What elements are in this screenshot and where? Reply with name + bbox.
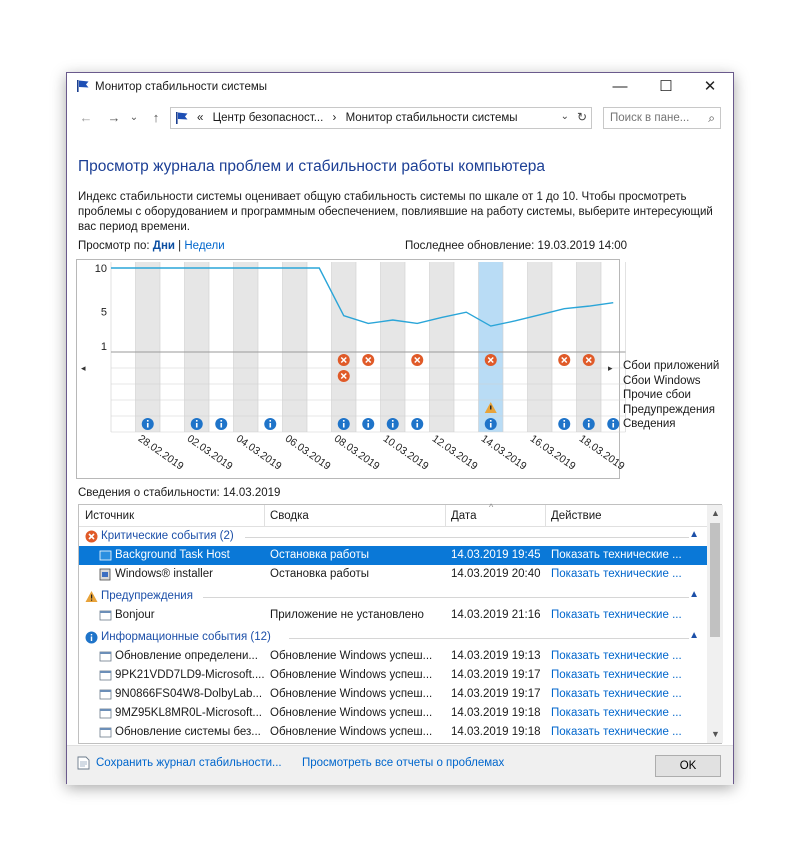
day-column[interactable] — [577, 262, 602, 432]
x-tick-label: 04.03.2019 — [233, 432, 284, 473]
info-icon-dot — [343, 420, 345, 422]
info-icon-dot — [367, 420, 369, 422]
row-source: Background Task Host — [115, 549, 230, 561]
row-summary: Приложение не установлено — [270, 609, 424, 621]
sort-arrow-icon: ^ — [489, 502, 494, 512]
column-summary[interactable]: Сводка — [270, 510, 309, 522]
info-icon-mark — [220, 423, 222, 428]
day-column[interactable] — [332, 262, 357, 432]
x-tick-label: 10.03.2019 — [380, 432, 431, 473]
flag-icon — [76, 79, 90, 93]
info-icon-mark — [367, 423, 369, 428]
row-date: 14.03.2019 19:18 — [451, 707, 541, 719]
search-input[interactable] — [610, 109, 702, 127]
group-label: Информационные события (12) — [101, 631, 271, 643]
save-report-icon — [77, 756, 90, 770]
maximize-button[interactable]: ☐ — [659, 78, 673, 95]
group-divider — [245, 537, 689, 538]
forward-icon[interactable]: → — [107, 110, 121, 125]
table-header — [79, 502, 707, 527]
row-source: Обновление определени... — [115, 650, 258, 662]
row-action-link[interactable]: Показать технические ... — [551, 609, 682, 621]
row-source: 9PK21VDD7LD9-Microsoft.... — [115, 669, 265, 681]
table-scrollbar[interactable] — [707, 505, 723, 743]
save-history-link[interactable]: Сохранить журнал стабильности... — [96, 757, 282, 769]
title-bar — [67, 73, 733, 101]
table-row[interactable] — [79, 666, 707, 685]
page-description: Индекс стабильности системы оценивает общую стабильность системы по шкале от 1 до 10. Чтобы просмотреть проблемы с оборудованием и программным обеспечением, повлиявшие на работу системы, выберите интересующий вас период времени. — [78, 191, 713, 233]
info-icon-dot — [563, 420, 565, 422]
row-source: 9MZ95KL8MR0L-Microsoft... — [115, 707, 262, 719]
chart-scroll-left-icon[interactable]: ◂ — [81, 363, 86, 373]
table-row[interactable] — [79, 606, 707, 625]
row-action-link[interactable]: Показать технические ... — [551, 549, 682, 561]
column-separator[interactable] — [545, 505, 546, 527]
x-tick-label: 16.03.2019 — [527, 432, 578, 473]
row-date: 14.03.2019 20:40 — [451, 568, 541, 580]
row-date: 14.03.2019 19:13 — [451, 650, 541, 662]
view-by — [78, 240, 225, 252]
x-tick-label: 14.03.2019 — [478, 432, 529, 473]
info-icon-dot — [490, 420, 492, 422]
address-box[interactable] — [170, 107, 592, 129]
breadcrumb-separator: › — [332, 112, 337, 124]
breadcrumb-overflow[interactable]: « — [197, 112, 204, 124]
row-date: 14.03.2019 19:45 — [451, 549, 541, 561]
legend-other-failures: Прочие сбои — [623, 389, 691, 401]
warning-icon — [85, 590, 98, 603]
view-by-weeks-link[interactable]: Недели — [184, 240, 225, 252]
bottom-bar — [67, 745, 733, 785]
info-icon-mark — [147, 423, 149, 428]
up-icon[interactable]: ↑ — [152, 110, 160, 125]
x-tick-label: 02.03.2019 — [184, 432, 235, 473]
reliability-chart[interactable] — [76, 259, 627, 479]
scroll-up-icon[interactable]: ▲ — [711, 508, 720, 518]
table-row[interactable] — [79, 565, 707, 584]
row-date: 14.03.2019 19:17 — [451, 669, 541, 681]
info-icon-dot — [220, 420, 222, 422]
column-separator[interactable] — [445, 505, 446, 527]
legend-info: Сведения — [623, 418, 676, 430]
refresh-icon[interactable]: ↻ — [576, 110, 587, 124]
group-divider — [203, 597, 689, 598]
reliability-chart-svg[interactable] — [77, 260, 627, 478]
day-column[interactable] — [381, 262, 406, 432]
info-icon-mark — [612, 423, 614, 428]
table-row[interactable] — [79, 546, 707, 565]
breadcrumb — [197, 112, 524, 124]
history-chevron-icon[interactable]: ⌄ — [129, 112, 139, 123]
search-box — [603, 107, 721, 129]
view-by-separator: | — [178, 240, 182, 252]
y-tick-label: 1 — [100, 341, 107, 353]
day-column[interactable] — [185, 262, 210, 432]
view-all-reports-link[interactable]: Просмотреть все отчеты о проблемах — [302, 757, 505, 769]
row-date: 14.03.2019 19:17 — [451, 688, 541, 700]
row-source: 9N0866FS04W8-DolbyLab... — [115, 688, 263, 700]
collapse-chevron-icon[interactable]: ▲ — [689, 630, 699, 641]
row-date: 14.03.2019 21:16 — [451, 609, 541, 621]
day-column[interactable] — [234, 262, 259, 432]
minimize-button[interactable]: — — [612, 78, 628, 95]
info-icon-dot — [269, 420, 271, 422]
info-icon-mark — [196, 423, 198, 428]
scroll-down-icon[interactable]: ▼ — [711, 729, 720, 739]
stability-details-label: Сведения о стабильности: 14.03.2019 — [78, 487, 281, 499]
info-icon-dot — [196, 420, 198, 422]
x-tick-label: 18.03.2019 — [576, 432, 627, 473]
error-icon — [85, 530, 98, 543]
info-icon-dot — [147, 420, 149, 422]
info-icon-mark — [269, 423, 271, 428]
info-icon-mark — [343, 423, 345, 428]
app-icon — [99, 688, 112, 701]
group-divider — [289, 638, 689, 639]
row-action-link[interactable]: Показать технические ... — [551, 650, 682, 662]
y-tick-label: 10 — [94, 263, 107, 275]
back-icon[interactable]: ← — [79, 110, 93, 125]
row-summary: Обновление Windows успеш... — [270, 650, 433, 662]
app-icon — [99, 609, 112, 622]
legend-app-failures: Сбои приложений — [623, 360, 720, 372]
close-button[interactable]: ✕ — [703, 78, 717, 95]
app-icon — [99, 669, 112, 682]
info-icon-dot — [612, 420, 614, 422]
day-column[interactable] — [283, 262, 308, 432]
collapse-chevron-icon[interactable]: ▲ — [689, 589, 699, 600]
table-row[interactable] — [79, 723, 707, 742]
row-source: Обновление системы без... — [115, 726, 261, 738]
search-icon[interactable]: ⌕ — [708, 111, 715, 125]
last-update: Последнее обновление: 19.03.2019 14:00 — [405, 240, 628, 252]
y-tick-label: 5 — [100, 306, 107, 319]
day-column[interactable] — [136, 262, 161, 432]
column-date[interactable]: Дата — [451, 510, 477, 522]
app-icon — [99, 707, 112, 720]
x-tick-label: 12.03.2019 — [429, 432, 480, 473]
row-summary: Обновление Windows успеш... — [270, 707, 433, 719]
row-summary: Обновление Windows успеш... — [270, 669, 433, 681]
row-summary: Остановка работы — [270, 568, 370, 580]
info-icon-mark — [563, 423, 565, 428]
x-tick-label: 28.02.2019 — [135, 432, 186, 473]
warning-icon-mark — [490, 406, 491, 410]
info-icon — [85, 631, 98, 644]
reliability-monitor-window — [66, 72, 734, 784]
installer-icon — [99, 568, 112, 581]
app-icon — [99, 650, 112, 663]
row-action-link[interactable]: Показать технические ... — [551, 726, 682, 738]
legend-windows-failures: Сбои Windows — [623, 374, 701, 387]
table-row[interactable] — [79, 704, 707, 723]
table-row[interactable] — [79, 685, 707, 704]
info-icon-mark — [392, 423, 394, 428]
app-icon — [99, 726, 112, 739]
column-source[interactable]: Источник — [85, 510, 135, 522]
group-info[interactable] — [79, 628, 707, 647]
x-tick-label: 06.03.2019 — [282, 432, 333, 473]
address-dropdown-icon[interactable]: ⌄ — [560, 111, 569, 122]
group-label: Критические события (2) — [101, 530, 234, 542]
info-icon-dot — [416, 420, 418, 422]
info-icon-dot — [588, 420, 590, 422]
breadcrumb-security-center[interactable]: Центр безопасност... — [212, 112, 324, 124]
info-icon-mark — [416, 423, 418, 428]
row-date: 14.03.2019 19:18 — [451, 726, 541, 738]
app-icon — [99, 549, 112, 562]
row-action-link[interactable]: Показать технические ... — [551, 707, 682, 719]
info-icon-mark — [588, 423, 590, 428]
view-by-label: Просмотр по: — [78, 240, 150, 252]
column-action[interactable]: Действие — [551, 510, 602, 522]
legend-warnings: Предупреждения — [623, 403, 715, 416]
info-icon-mark — [490, 423, 492, 428]
ok-button[interactable]: OK — [655, 755, 721, 777]
table-row[interactable] — [79, 647, 707, 666]
row-action-link[interactable]: Показать технические ... — [551, 669, 682, 681]
view-by-days-link[interactable]: Дни — [152, 240, 175, 252]
info-icon-dot — [392, 420, 394, 422]
column-separator[interactable] — [264, 505, 265, 527]
day-column[interactable] — [528, 262, 553, 432]
row-action-link[interactable]: Показать технические ... — [551, 568, 682, 580]
group-label: Предупреждения — [101, 590, 193, 602]
collapse-chevron-icon[interactable]: ▲ — [689, 529, 699, 540]
day-column[interactable] — [430, 262, 455, 432]
row-source: Windows® installer — [115, 568, 213, 580]
events-table — [78, 504, 722, 744]
window-title: Монитор стабильности системы — [95, 81, 268, 93]
row-summary: Обновление Windows успеш... — [270, 688, 433, 700]
chart-scroll-right-icon[interactable]: ▸ — [608, 363, 613, 373]
group-critical[interactable] — [79, 527, 707, 546]
chart-legend — [623, 359, 719, 432]
page-title: Просмотр журнала проблем и стабильности работы компьютера — [78, 158, 546, 175]
group-warnings[interactable] — [79, 587, 707, 606]
flag-icon — [175, 111, 189, 125]
x-tick-label: 08.03.2019 — [331, 432, 382, 473]
breadcrumb-reliability-monitor[interactable]: Монитор стабильности системы — [345, 112, 518, 124]
row-source: Bonjour — [115, 609, 155, 621]
scrollbar-thumb[interactable] — [710, 523, 720, 637]
row-summary: Обновление Windows успеш... — [270, 726, 433, 738]
row-action-link[interactable]: Показать технические ... — [551, 688, 682, 700]
row-summary: Остановка работы — [270, 549, 370, 561]
address-bar — [67, 105, 733, 131]
